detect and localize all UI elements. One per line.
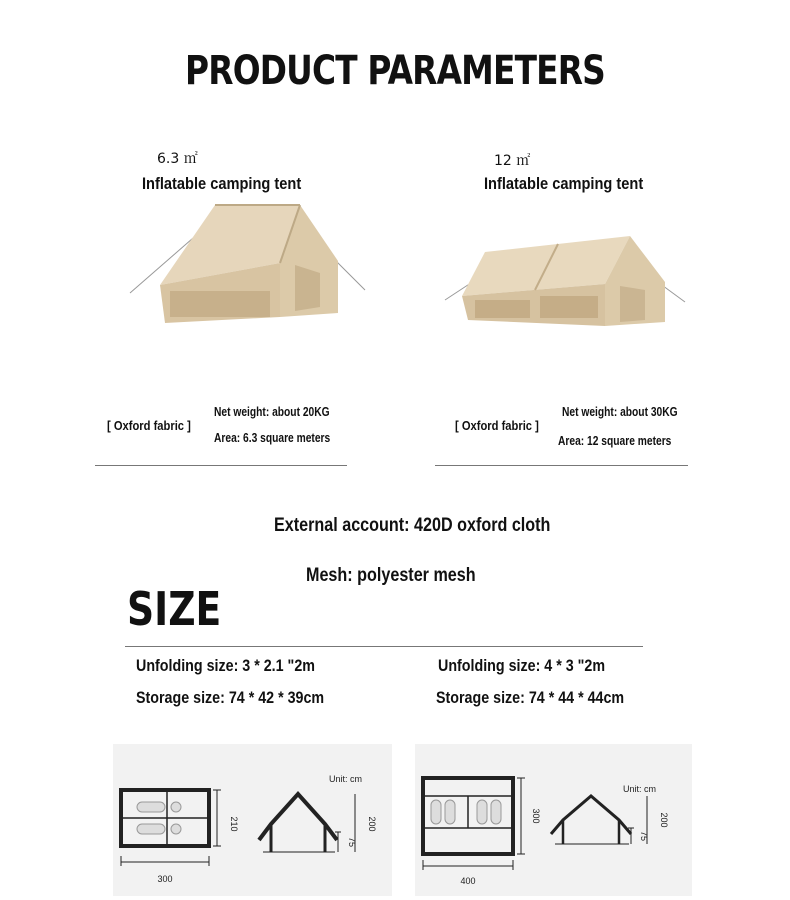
area-spec-large: Area: 12 square meters <box>558 434 672 448</box>
product-area-label-large: 12 ㎡ <box>494 153 531 169</box>
unit-label-small: Unit: cm <box>329 774 363 784</box>
net-weight-large: Net weight: about 30KG <box>562 405 678 419</box>
fabric-label-small: [ Oxford fabric ] <box>107 418 191 433</box>
product-area-label-small: 6.3 ㎡ <box>157 151 198 167</box>
unfolding-size-small: Unfolding size: 3 * 2.1 "2m <box>136 656 315 675</box>
dimension-diagram-small <box>113 744 392 896</box>
depth-dimension-large: 300 <box>531 808 541 824</box>
divider-small <box>95 465 347 466</box>
size-divider <box>125 646 643 647</box>
height-dimension-large: 200 <box>659 812 669 828</box>
divider-large <box>435 465 688 466</box>
external-material: External account: 420D oxford cloth <box>274 515 551 536</box>
fabric-label-large: [ Oxford fabric ] <box>455 418 539 433</box>
area-spec-small: Area: 6.3 square meters <box>214 431 331 445</box>
wall-dimension-small: 75 <box>347 836 357 848</box>
mesh-material: Mesh: polyester mesh <box>306 565 476 586</box>
net-weight-small: Net weight: about 20KG <box>214 405 330 419</box>
wall-dimension-large: 75 <box>639 830 649 842</box>
width-dimension-large: 400 <box>460 876 476 886</box>
height-dimension-small: 200 <box>367 816 377 832</box>
product-name-large: Inflatable camping tent <box>484 174 644 193</box>
tent-photo-large <box>440 222 690 332</box>
unfolding-size-large: Unfolding size: 4 * 3 "2m <box>438 656 606 675</box>
product-name-small: Inflatable camping tent <box>142 174 302 193</box>
width-dimension-small: 300 <box>157 874 173 884</box>
page-title: PRODUCT PARAMETERS <box>185 48 605 94</box>
size-heading: SIZE <box>127 582 222 636</box>
dimension-diagram-large <box>415 744 692 896</box>
depth-dimension-small: 210 <box>229 816 239 832</box>
unit-label-large: Unit: cm <box>623 784 657 794</box>
storage-size-small: Storage size: 74 * 42 * 39cm <box>136 688 325 707</box>
tent-photo-small <box>120 195 370 330</box>
storage-size-large: Storage size: 74 * 44 * 44cm <box>436 688 625 707</box>
